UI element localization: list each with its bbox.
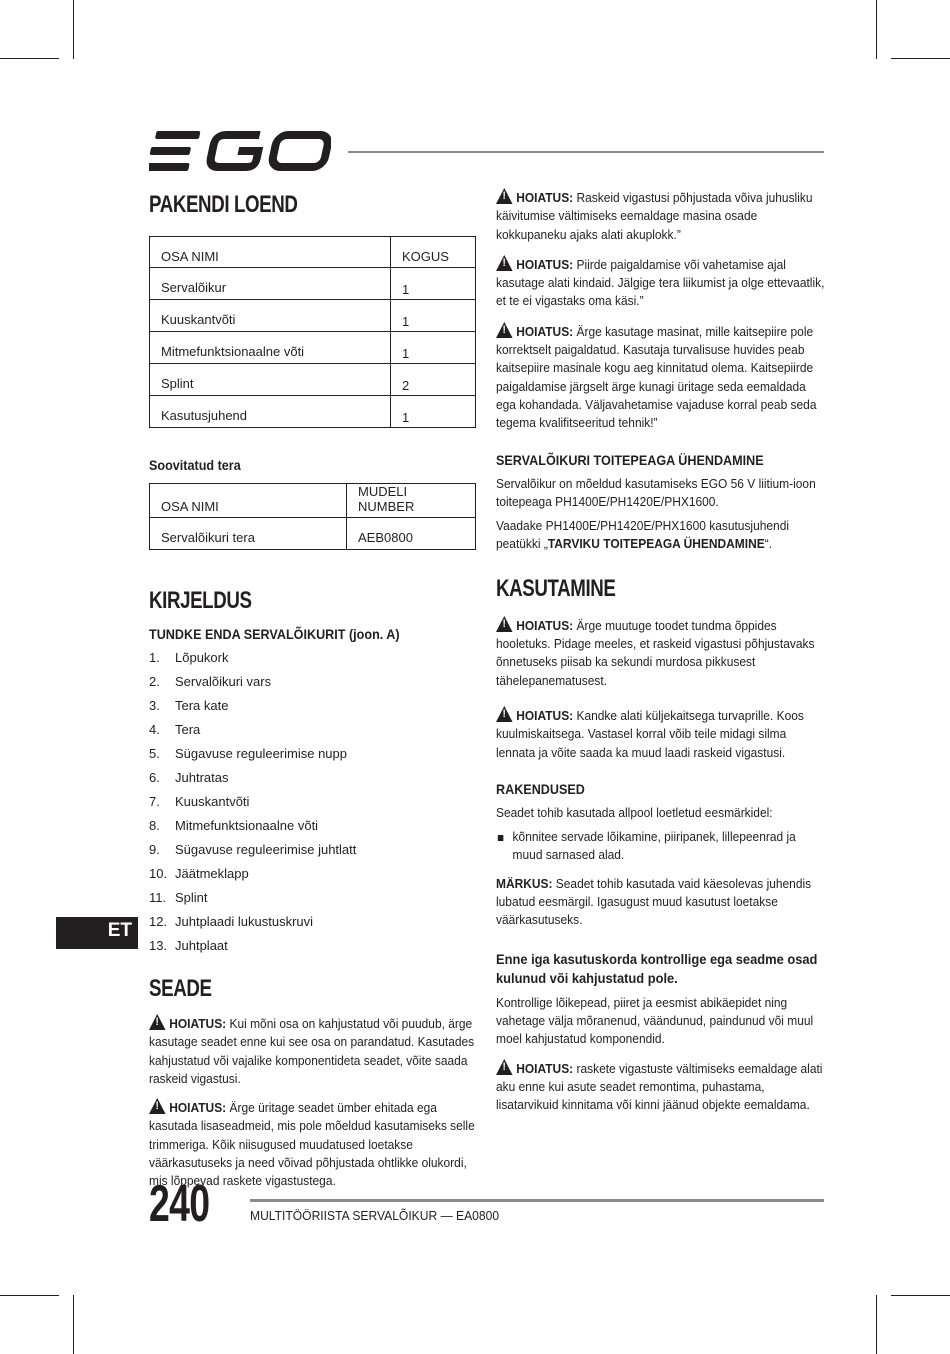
page-number: 240 — [149, 1175, 210, 1233]
parts-list — [149, 646, 476, 958]
bullet-item: kõnnitee servade lõikamine, piiripanek, lillepeenrad ja muud sarnased alad. — [496, 828, 826, 865]
list-item: 5. Sügavuse reguleerimise nupp — [149, 746, 347, 761]
table-row — [150, 300, 476, 332]
left-column — [149, 188, 476, 1191]
warning-paragraph: !HOIATUS: Piirde paigaldamise või vahetamise ajal kasutage alati kindaid. Jälgige tera liikumist ja olge ettevaatlik, et te ei vigastaks oma käsi.” — [496, 255, 826, 311]
warning-icon — [496, 1059, 513, 1075]
table-cell: Mitmefunktsionaalne võti — [150, 332, 391, 364]
crop-mark — [876, 0, 877, 59]
warning-icon — [496, 322, 513, 338]
crop-mark — [891, 1295, 950, 1296]
paragraph: Vaadake PH1400E/PH1420E/PHX1600 kasutusjuhendi peatükki „TARVIKU TOITEPEAGA ÜHENDAMINE“. — [496, 518, 790, 552]
list-item: 8. Mitmefunktsionaalne võti — [149, 818, 319, 833]
warning-icon — [496, 188, 513, 204]
table-header-row — [150, 237, 476, 268]
table-cell: 2 — [391, 364, 476, 396]
footer-rule — [250, 1199, 824, 1202]
crop-mark — [0, 1295, 59, 1296]
table-row — [150, 518, 476, 550]
language-tab — [56, 917, 138, 949]
table-header-row — [150, 484, 476, 518]
list-item: 7. Kuuskantvõti — [149, 794, 250, 809]
section-title-pakendi-loend: PAKENDI LOEND — [149, 191, 298, 218]
table-cell: 1 — [391, 332, 476, 364]
ego-logo — [149, 129, 331, 173]
table-cell: Servalõikuri tera — [150, 518, 347, 550]
section-title-seade: SEADE — [149, 975, 212, 1002]
crop-mark — [876, 1295, 877, 1354]
crop-mark — [0, 58, 59, 59]
table-cell: Servalõikur — [150, 268, 391, 300]
table-header: OSA NIMI — [150, 484, 347, 518]
warning-paragraph: !HOIATUS: Kandke alati küljekaitsega turvaprille. Koos kuulmiskaitsega. Vastasel korral võib teile midagi silma lennata ja võite saada ka muud laadi raskeid vigastusi. — [496, 706, 826, 762]
crop-mark — [73, 1295, 74, 1354]
subsection-title-tundke: TUNDKE ENDA SERVALÕIKURIT (joon. A) — [149, 626, 400, 642]
section-title-kasutamine: KASUTAMINE — [496, 574, 616, 602]
warning-icon — [496, 255, 513, 271]
table-cell: Kasutusjuhend — [150, 396, 391, 428]
table-row — [150, 268, 476, 300]
note-paragraph: MÄRKUS: Seadet tohib kasutada vaid käesolevas juhendis lubatud eesmärgil. Igasugust muud kasutust loetakse väärkasutuseks. — [496, 875, 812, 928]
paragraph: Kontrollige lõikepead, piiret ja eesmist abikäepidet ning vahetage välja mõranenud, väändunud, paindunud või muul moel kahjustatud komponendid. — [496, 994, 814, 1047]
crop-mark — [891, 58, 950, 59]
warning-icon — [496, 706, 513, 722]
warning-paragraph: !HOIATUS: Raskeid vigastusi põhjustada võiva juhusliku käivitumise vältimiseks eemaldage masina osade kokkupaneku ajaks alati akuplokk.” — [496, 188, 826, 244]
table-cell: 1 — [391, 268, 476, 300]
table-cell: 1 — [391, 300, 476, 332]
table-row — [150, 332, 476, 364]
list-item: 11. Splint — [149, 890, 208, 905]
list-item: 6. Juhtratas — [149, 770, 229, 785]
subsection-title-toide: SERVALÕIKURI TOITEPEAGA ÜHENDAMINE — [496, 451, 764, 468]
paragraph: Seadet tohib kasutada allpool loetletud eesmärkidel: — [496, 804, 773, 820]
list-item: 13. Juhtplaat — [149, 938, 228, 953]
table-cell: Splint — [150, 364, 391, 396]
subsection-title-enne: Enne iga kasutuskorda kontrollige ega seadme osad kulunud või kahjustatud pole. — [496, 950, 818, 986]
table-header: KOGUS — [391, 237, 476, 268]
section-title-kirjeldus: KIRJELDUS — [149, 587, 252, 614]
package-contents-table — [149, 236, 476, 428]
paragraph: Servalõikur on mõeldud kasutamiseks EGO 56 V liitium-ioon toitepeaga PH1400E/PH1420E/PHX1600. — [496, 475, 816, 509]
table-header: OSA NIMI — [150, 237, 391, 268]
language-tab-label: ET — [107, 920, 132, 941]
list-item: 10. Jäätmeklapp — [149, 866, 249, 881]
subsection-title-rakendused: RAKENDUSED — [496, 780, 585, 797]
warning-icon — [149, 1014, 166, 1030]
table-cell: Kuuskantvõti — [150, 300, 391, 332]
table-header: MUDELI NUMBER — [347, 484, 476, 518]
table-cell: AEB0800 — [347, 518, 476, 550]
warning-paragraph: !HOIATUS: Kui mõni osa on kahjustatud või puudub, ärge kasutage seadet enne kui see osa on parandatud. Kasutades kahjustatud või vajalike komponentideta seadet, võite saada raskeid vigastusi. — [149, 1014, 476, 1088]
bullet-marker — [498, 835, 504, 841]
warning-paragraph: !HOIATUS: Ärge muutuge toodet tundma õppides hooletuks. Pidage meeles, et raskeid vigastusi põhjustavaks õnnetuseks piisab ka sekundi murdosa pikkusest tähelepanematusest. — [496, 616, 826, 690]
warning-paragraph: !HOIATUS: Ärge üritage seadet ümber ehitada ega kasutada lisaseadmeid, mis pole mõeldud kasutamiseks selle trimmeriga. Kõik niisugused muudatused loetakse väärkasutuseks ja need võivad põhjustada ohtlikke olukordi, mis lõppevad raskete vigastustega. — [149, 1098, 476, 1190]
list-item: 4. Tera — [149, 722, 201, 737]
header-rule — [348, 151, 824, 153]
list-item: 12. Juhtplaadi lukustuskruvi — [149, 914, 314, 929]
right-column — [496, 188, 826, 1114]
list-item: 1. Lõpukork — [149, 650, 229, 665]
table-row — [150, 364, 476, 396]
subsection-title-soovitatud-tera: Soovitatud tera — [149, 457, 241, 473]
footer-title: MULTITÖÖRIISTA SERVALÕIKUR — EA0800 — [250, 1208, 500, 1223]
recommended-blade-table — [149, 483, 476, 550]
table-cell: 1 — [391, 396, 476, 428]
list-item: 2. Servalõikuri vars — [149, 674, 272, 689]
list-item: 9. Sügavuse reguleerimise juhtlatt — [149, 842, 357, 857]
list-item: 3. Tera kate — [149, 698, 229, 713]
warning-paragraph: !HOIATUS: raskete vigastuste vältimiseks eemaldage alati aku enne kui asute seadet remontima, puhastama, lisatarvikuid kinnitama või kinni jäänud objekte eemaldama. — [496, 1059, 826, 1115]
table-row — [150, 396, 476, 428]
crop-mark — [73, 0, 74, 59]
warning-icon — [149, 1098, 166, 1114]
warning-paragraph: !HOIATUS: Ärge kasutage masinat, mille kaitsepiire pole korrektselt paigaldatud. Kasutaja turvalisuse huvides peab kaitsepiire masinale kogu aeg kinnitatud olema. Kaitsepiirde paigaldamise järgselt ärge kunagi üritage seda eemaldada ega kohandada. Väljavahetamise vajaduse korral peab seda tegema kvalifitseeritud tehnik!” — [496, 322, 826, 433]
warning-icon — [496, 616, 513, 632]
